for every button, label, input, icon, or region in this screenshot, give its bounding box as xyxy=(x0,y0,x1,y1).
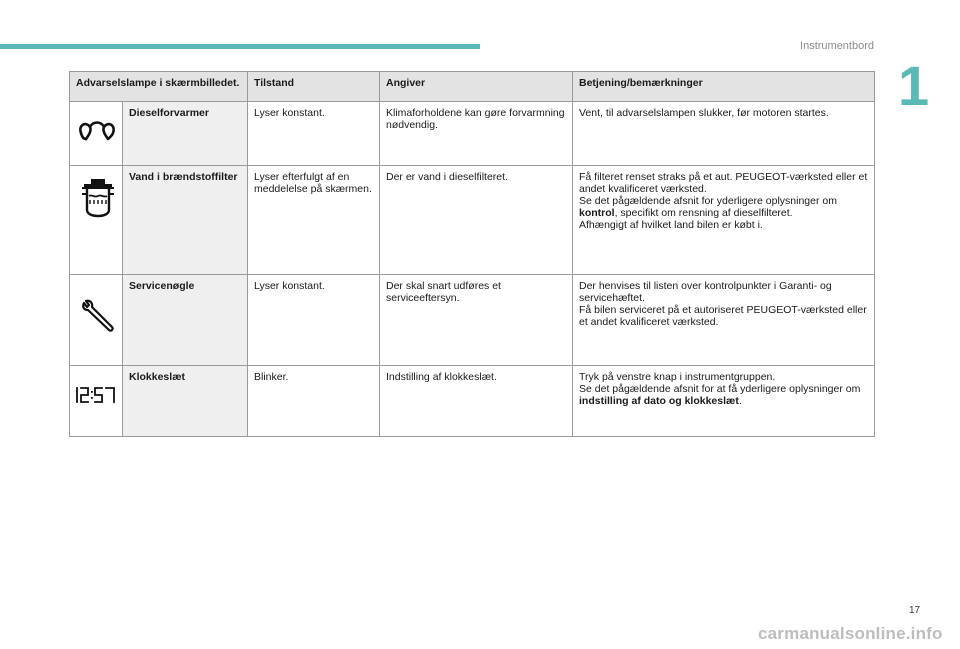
table-row xyxy=(70,275,875,366)
lamp-name: Vand i brændstoffilter xyxy=(123,166,248,275)
lamp-indicates: Der skal snart udføres et serviceeftersyn. xyxy=(380,275,573,366)
action-text: Se det pågældende afsnit for yderligere oplysninger om xyxy=(579,195,837,207)
lamp-action xyxy=(573,166,875,275)
action-bold-term: kontrol xyxy=(579,207,615,219)
lamp-indicates: Klimaforholdene kan gøre forvarmning nødvendig. xyxy=(380,102,573,166)
action-line: Få filteret renset straks på et aut. PEUGEOT-værksted eller et andet kvalificeret værksted. xyxy=(579,171,868,195)
action-tail: . xyxy=(738,395,742,407)
column-header-state: Tilstand xyxy=(248,72,380,102)
action-line xyxy=(579,195,868,219)
lamp-name: Dieselforvarmer xyxy=(123,102,248,166)
table-row xyxy=(70,366,875,437)
table-header-row xyxy=(70,72,875,102)
lamp-state: Blinker. xyxy=(248,366,380,437)
table-row xyxy=(70,102,875,166)
icon-cell xyxy=(70,102,123,166)
action-tail: , specifikt om rensning af dieselfilteret. xyxy=(614,207,793,219)
section-title: Instrumentbord xyxy=(800,40,874,52)
action-line: Afhængigt af hvilket land bilen er købt i. xyxy=(579,219,763,231)
column-header-lamp: Advarselslampe i skærmbilledet. xyxy=(70,72,248,102)
action-bold-term: indstilling af dato og klokkeslæt xyxy=(579,395,739,407)
lamp-indicates: Der er vand i dieselfilteret. xyxy=(380,166,573,275)
page-number: 17 xyxy=(909,605,921,616)
lamp-action xyxy=(573,275,875,366)
lamp-name: Klokkeslæt xyxy=(123,366,248,437)
action-line xyxy=(579,383,868,407)
lamp-state: Lyser efterfulgt af en meddelelse på skærmen. xyxy=(248,166,380,275)
warning-lamp-table xyxy=(69,71,875,437)
column-header-action: Betjening/bemærkninger xyxy=(573,72,875,102)
chapter-number: 1 xyxy=(898,54,930,117)
clock-display-icon xyxy=(74,385,118,405)
icon-cell xyxy=(70,275,123,366)
icon-cell xyxy=(70,366,123,437)
action-line: Få bilen serviceret på et autoriseret PEUGEOT-værksted eller et andet kvalificeret værksted. xyxy=(579,304,867,328)
lamp-state: Lyser konstant. xyxy=(248,275,380,366)
lamp-indicates: Indstilling af klokkeslæt. xyxy=(380,366,573,437)
water-in-fuel-icon xyxy=(80,178,116,222)
glow-plug-icon xyxy=(77,119,117,145)
action-line: Der henvises til listen over kontrolpunkter i Garanti- og servicehæftet. xyxy=(579,280,832,304)
action-line: Tryk på venstre knap i instrumentgruppen. xyxy=(579,371,776,383)
lamp-name: Servicenøgle xyxy=(123,275,248,366)
wrench-icon xyxy=(80,299,116,335)
lamp-action: Vent, til advarselslampen slukker, før motoren startes. xyxy=(573,102,875,166)
lamp-action xyxy=(573,366,875,437)
icon-cell xyxy=(70,166,123,275)
lamp-state: Lyser konstant. xyxy=(248,102,380,166)
column-header-indicates: Angiver xyxy=(380,72,573,102)
action-text: Se det pågældende afsnit for at få yderligere oplysninger om xyxy=(579,383,861,395)
table-row xyxy=(70,166,875,275)
watermark: carmanualsonline.info xyxy=(758,624,943,643)
header-accent-bar xyxy=(0,44,480,49)
